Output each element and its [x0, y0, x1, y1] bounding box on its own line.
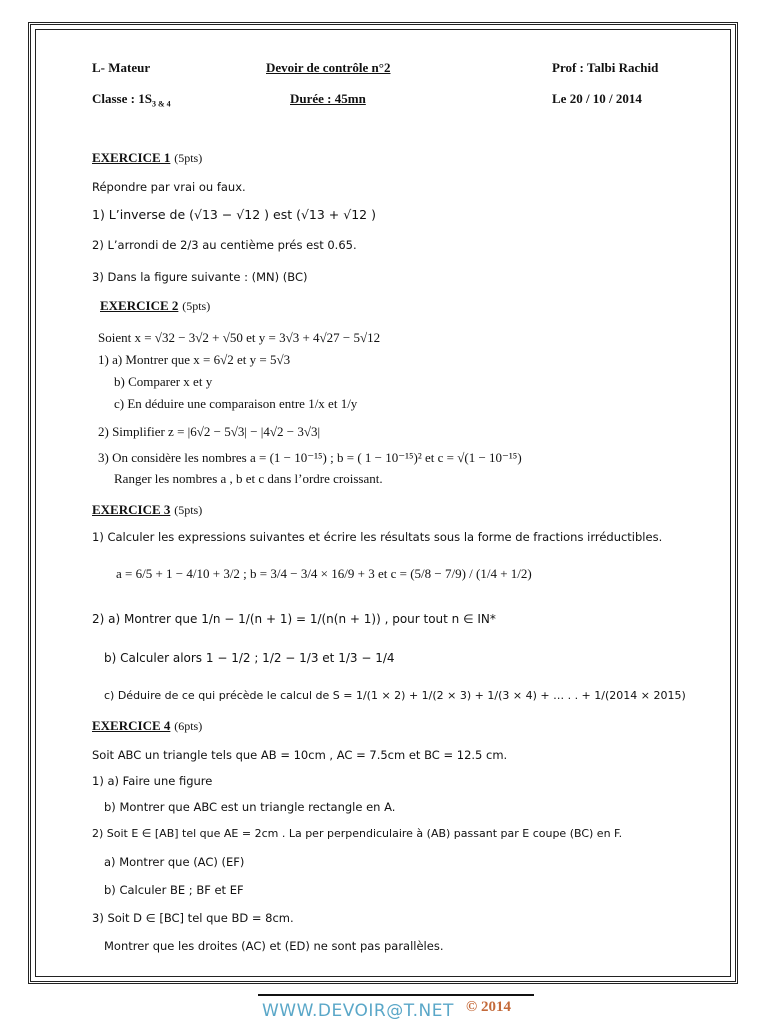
exercise-3-heading: EXERCICE 3 (5pts)	[92, 502, 203, 517]
ex3-question-2a: 2) a) Montrer que 1/n − 1/(n + 1) = 1/(n(n + 1)) , pour tout n ∈ IN*	[92, 612, 496, 626]
ex1-question-2: 2) L’arrondi de 2/3 au centième prés est 0.65.	[92, 238, 357, 252]
ex4-question-2a: a) Montrer que (AC) (EF)	[104, 855, 245, 869]
ex4-question-1a: 1) a) Faire une figure	[92, 774, 213, 788]
ex2-statement: Soient x = √32 − 3√2 + √50 et y = 3√3 + 4√27 − 5√12	[98, 330, 381, 345]
exercise-2-heading: EXERCICE 2 (5pts)	[100, 298, 211, 313]
exercise-1-heading: EXERCICE 1 (5pts)	[92, 150, 203, 165]
ex3-question-2c: c) Déduire de ce qui précède le calcul de S = 1/(1 × 2) + 1/(2 × 3) + 1/(3 × 4) + … . . + 1/(2014 × 2015)	[104, 689, 686, 702]
ex4-question-3: 3) Soit D ∈ [BC] tel que BD = 8cm.	[92, 911, 294, 925]
exercise-4-heading: EXERCICE 4 (6pts)	[92, 718, 203, 733]
ex4-question-2b: b) Calculer BE ; BF et EF	[104, 883, 244, 897]
ex2-question-3b: Ranger les nombres a , b et c dans l’ordre croissant.	[114, 471, 383, 486]
ex1-question-3: 3) Dans la figure suivante : (MN) (BC)	[92, 270, 308, 284]
ex2-question-3: 3) On considère les nombres a = (1 − 10⁻¹⁵) ; b = ( 1 − 10⁻¹⁵)² et c = √(1 − 10⁻¹⁵)	[98, 450, 522, 465]
class-label: Classe : $1S_{3 \& 4}$	[92, 91, 171, 109]
ex3-question-1: 1) Calculer les expressions suivantes et écrire les résultats sous la forme de fractions irréductibles.	[92, 530, 663, 544]
footer-copyright: © 2014	[466, 999, 511, 1015]
ex4-statement: Soit ABC un triangle tels que AB = 10cm , AC = 7.5cm et BC = 12.5 cm.	[92, 748, 508, 762]
ex3-question-2b: b) Calculer alors 1 − 1/2 ; 1/2 − 1/3 et 1/3 − 1/4	[104, 651, 395, 665]
exam-date: Le 20 / 10 / 2014	[552, 91, 642, 106]
ex2-question-1c: c) En déduire une comparaison entre 1/x et 1/y	[114, 396, 358, 411]
ex1-question-1: 1) L’inverse de (√13 − √12 ) est (√13 + √12 )	[92, 207, 376, 222]
ex2-question-1a: 1) a) Montrer que x = 6√2 et y = 5√3	[98, 352, 291, 367]
ex2-question-1b: b) Comparer x et y	[114, 374, 213, 389]
footer-website-link[interactable]: WWW.DEVOIR@T.NET	[262, 1001, 454, 1021]
footer-divider	[258, 994, 534, 996]
school-name: L- Mateur	[92, 60, 151, 75]
duration: Durée : 45mn	[290, 91, 366, 106]
ex3-expressions: a = 6/5 + 1 − 4/10 + 3/2 ; b = 3/4 − 3/4 × 16/9 + 3 et c = (5/8 − 7/9) / (1/4 + 1/2)	[116, 566, 532, 581]
document-title: Devoir de contrôle n°2	[266, 60, 391, 75]
ex4-question-3b: Montrer que les droites (AC) et (ED) ne sont pas parallèles.	[104, 939, 444, 953]
ex4-question-1b: b) Montrer que ABC est un triangle rectangle en A.	[104, 800, 396, 814]
ex2-question-2: 2) Simplifier z = |6√2 − 5√3| − |4√2 − 3√3|	[98, 424, 321, 439]
teacher-name: Prof : Talbi Rachid	[552, 60, 659, 75]
ex4-question-2: 2) Soit E ∈ [AB] tel que AE = 2cm . La per perpendiculaire à (AB) passant par E coupe (BC) en F.	[92, 827, 623, 840]
ex1-intro: Répondre par vrai ou faux.	[92, 180, 246, 194]
